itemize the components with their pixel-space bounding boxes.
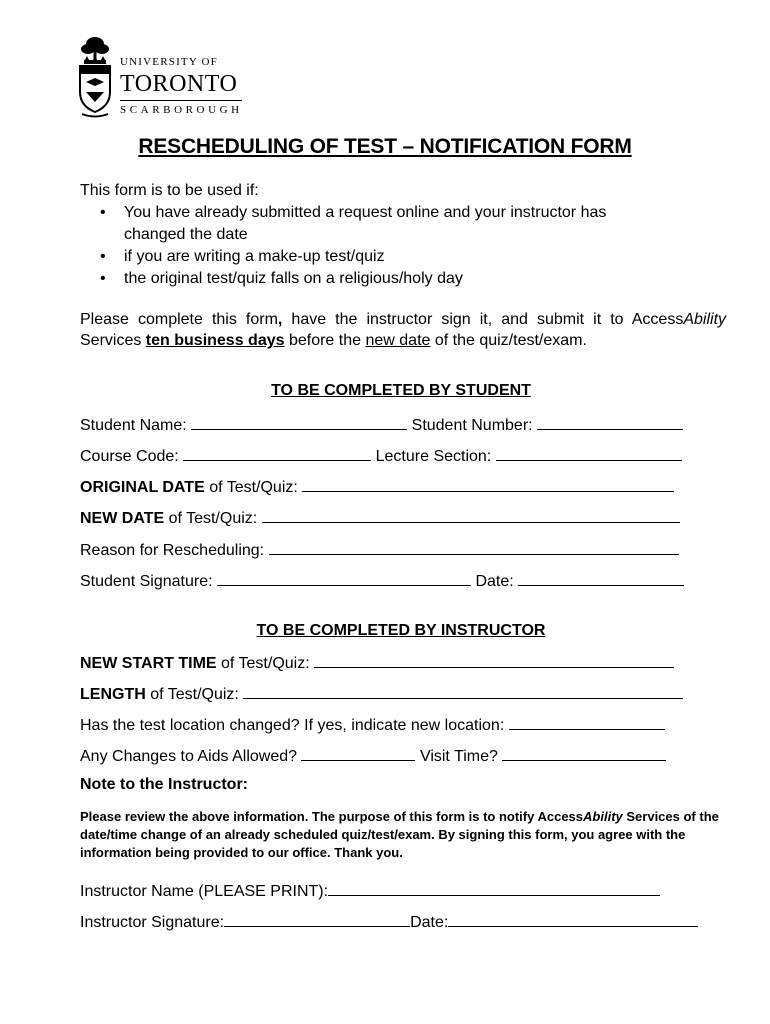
student-signature-label: Student Signature: bbox=[80, 573, 213, 590]
new-start-time-field[interactable] bbox=[314, 652, 674, 668]
intro-text: This form is to be used if: bbox=[80, 182, 259, 199]
student-section-heading: TO BE COMPLETED BY STUDENT bbox=[271, 382, 531, 399]
instructor-section-heading: TO BE COMPLETED BY INSTRUCTOR bbox=[256, 622, 546, 639]
instructor-signature-row bbox=[80, 911, 698, 933]
location-label: Has the test location changed? If yes, indicate new location: bbox=[80, 717, 505, 734]
form-title: RESCHEDULING OF TEST – NOTIFICATION FORM bbox=[138, 135, 632, 158]
student-number-label: Student Number: bbox=[411, 417, 533, 434]
original-date-label-bold: ORIGINAL DATE bbox=[80, 479, 205, 496]
location-field[interactable] bbox=[509, 714, 665, 730]
student-number-field[interactable] bbox=[537, 414, 683, 430]
student-signature-field[interactable] bbox=[217, 570, 471, 586]
instructor-note-body: Please review the above information. The purpose of this form is to notify AccessAbility Services of the date/time change of an already scheduled quiz/test/exam. By signing this form, you agree with the information being provided to our office. Thank you. bbox=[80, 809, 719, 860]
deadline-text: ten business days bbox=[145, 332, 285, 349]
student-signature-row bbox=[80, 570, 684, 592]
reason-field[interactable] bbox=[269, 539, 679, 555]
aids-label: Any Changes to Aids Allowed? bbox=[80, 748, 298, 765]
list-item: • the original test/quiz falls on a religious/holy day bbox=[97, 268, 697, 290]
new-date-field[interactable] bbox=[262, 507, 680, 523]
visit-time-label: Visit Time? bbox=[419, 748, 498, 765]
new-start-time-label-bold: NEW START TIME bbox=[80, 655, 217, 672]
instructor-name-row bbox=[80, 880, 660, 902]
length-label-bold: LENGTH bbox=[80, 686, 146, 703]
instructor-signature-label: Instructor Signature: bbox=[80, 914, 225, 931]
student-date-field[interactable] bbox=[518, 570, 684, 586]
logo-divider bbox=[120, 100, 242, 101]
visit-time-field[interactable] bbox=[502, 745, 666, 761]
location-row bbox=[80, 714, 665, 736]
lecture-section-label: Lecture Section: bbox=[375, 448, 492, 465]
original-date-row bbox=[80, 476, 674, 498]
logo-toronto: TORONTO bbox=[120, 71, 238, 97]
student-name-row bbox=[80, 414, 683, 436]
list-item: • You have already submitted a request online and your instructor has changed the date bbox=[97, 202, 697, 246]
student-name-label: Student Name: bbox=[80, 417, 187, 434]
length-row bbox=[80, 683, 683, 705]
original-date-label: of Test/Quiz: bbox=[204, 479, 298, 496]
reason-label: Reason for Rescheduling: bbox=[80, 542, 265, 559]
instructor-name-label: Instructor Name (PLEASE PRINT): bbox=[80, 883, 329, 900]
logo-university-of: UNIVERSITY OF bbox=[120, 56, 218, 68]
university-logo bbox=[76, 36, 256, 122]
instructor-note-heading: Note to the Instructor: bbox=[80, 776, 248, 793]
student-date-label: Date: bbox=[475, 573, 514, 590]
aids-field[interactable] bbox=[301, 745, 415, 761]
course-code-field[interactable] bbox=[183, 445, 371, 461]
new-start-time-row bbox=[80, 652, 674, 674]
course-code-row bbox=[80, 445, 682, 467]
original-date-field[interactable] bbox=[302, 476, 674, 492]
list-item: • if you are writing a make-up test/quiz bbox=[97, 246, 697, 268]
logo-scarborough: SCARBOROUGH bbox=[120, 104, 243, 116]
instructor-date-label: Date: bbox=[410, 914, 449, 931]
instructor-signature-field[interactable] bbox=[224, 911, 410, 927]
new-date-label: of Test/Quiz: bbox=[164, 510, 258, 527]
instructor-date-field[interactable] bbox=[448, 911, 698, 927]
length-label: of Test/Quiz: bbox=[145, 686, 239, 703]
new-start-time-label: of Test/Quiz: bbox=[216, 655, 310, 672]
usage-conditions-list bbox=[97, 202, 697, 290]
course-code-label: Course Code: bbox=[80, 448, 179, 465]
instructor-name-field[interactable] bbox=[328, 880, 660, 896]
student-name-field[interactable] bbox=[191, 414, 407, 430]
university-crest-icon bbox=[76, 36, 114, 120]
aids-row bbox=[80, 745, 666, 767]
lecture-section-field[interactable] bbox=[496, 445, 682, 461]
instructions-paragraph: Please complete this form, have the instructor sign it, and submit it to AccessAbility Services ten business days before the new date of the quiz/test/exam. bbox=[80, 311, 727, 349]
new-date-row bbox=[80, 507, 680, 529]
length-field[interactable] bbox=[243, 683, 683, 699]
reason-row bbox=[80, 539, 679, 561]
new-date-label-bold: NEW DATE bbox=[80, 510, 165, 527]
